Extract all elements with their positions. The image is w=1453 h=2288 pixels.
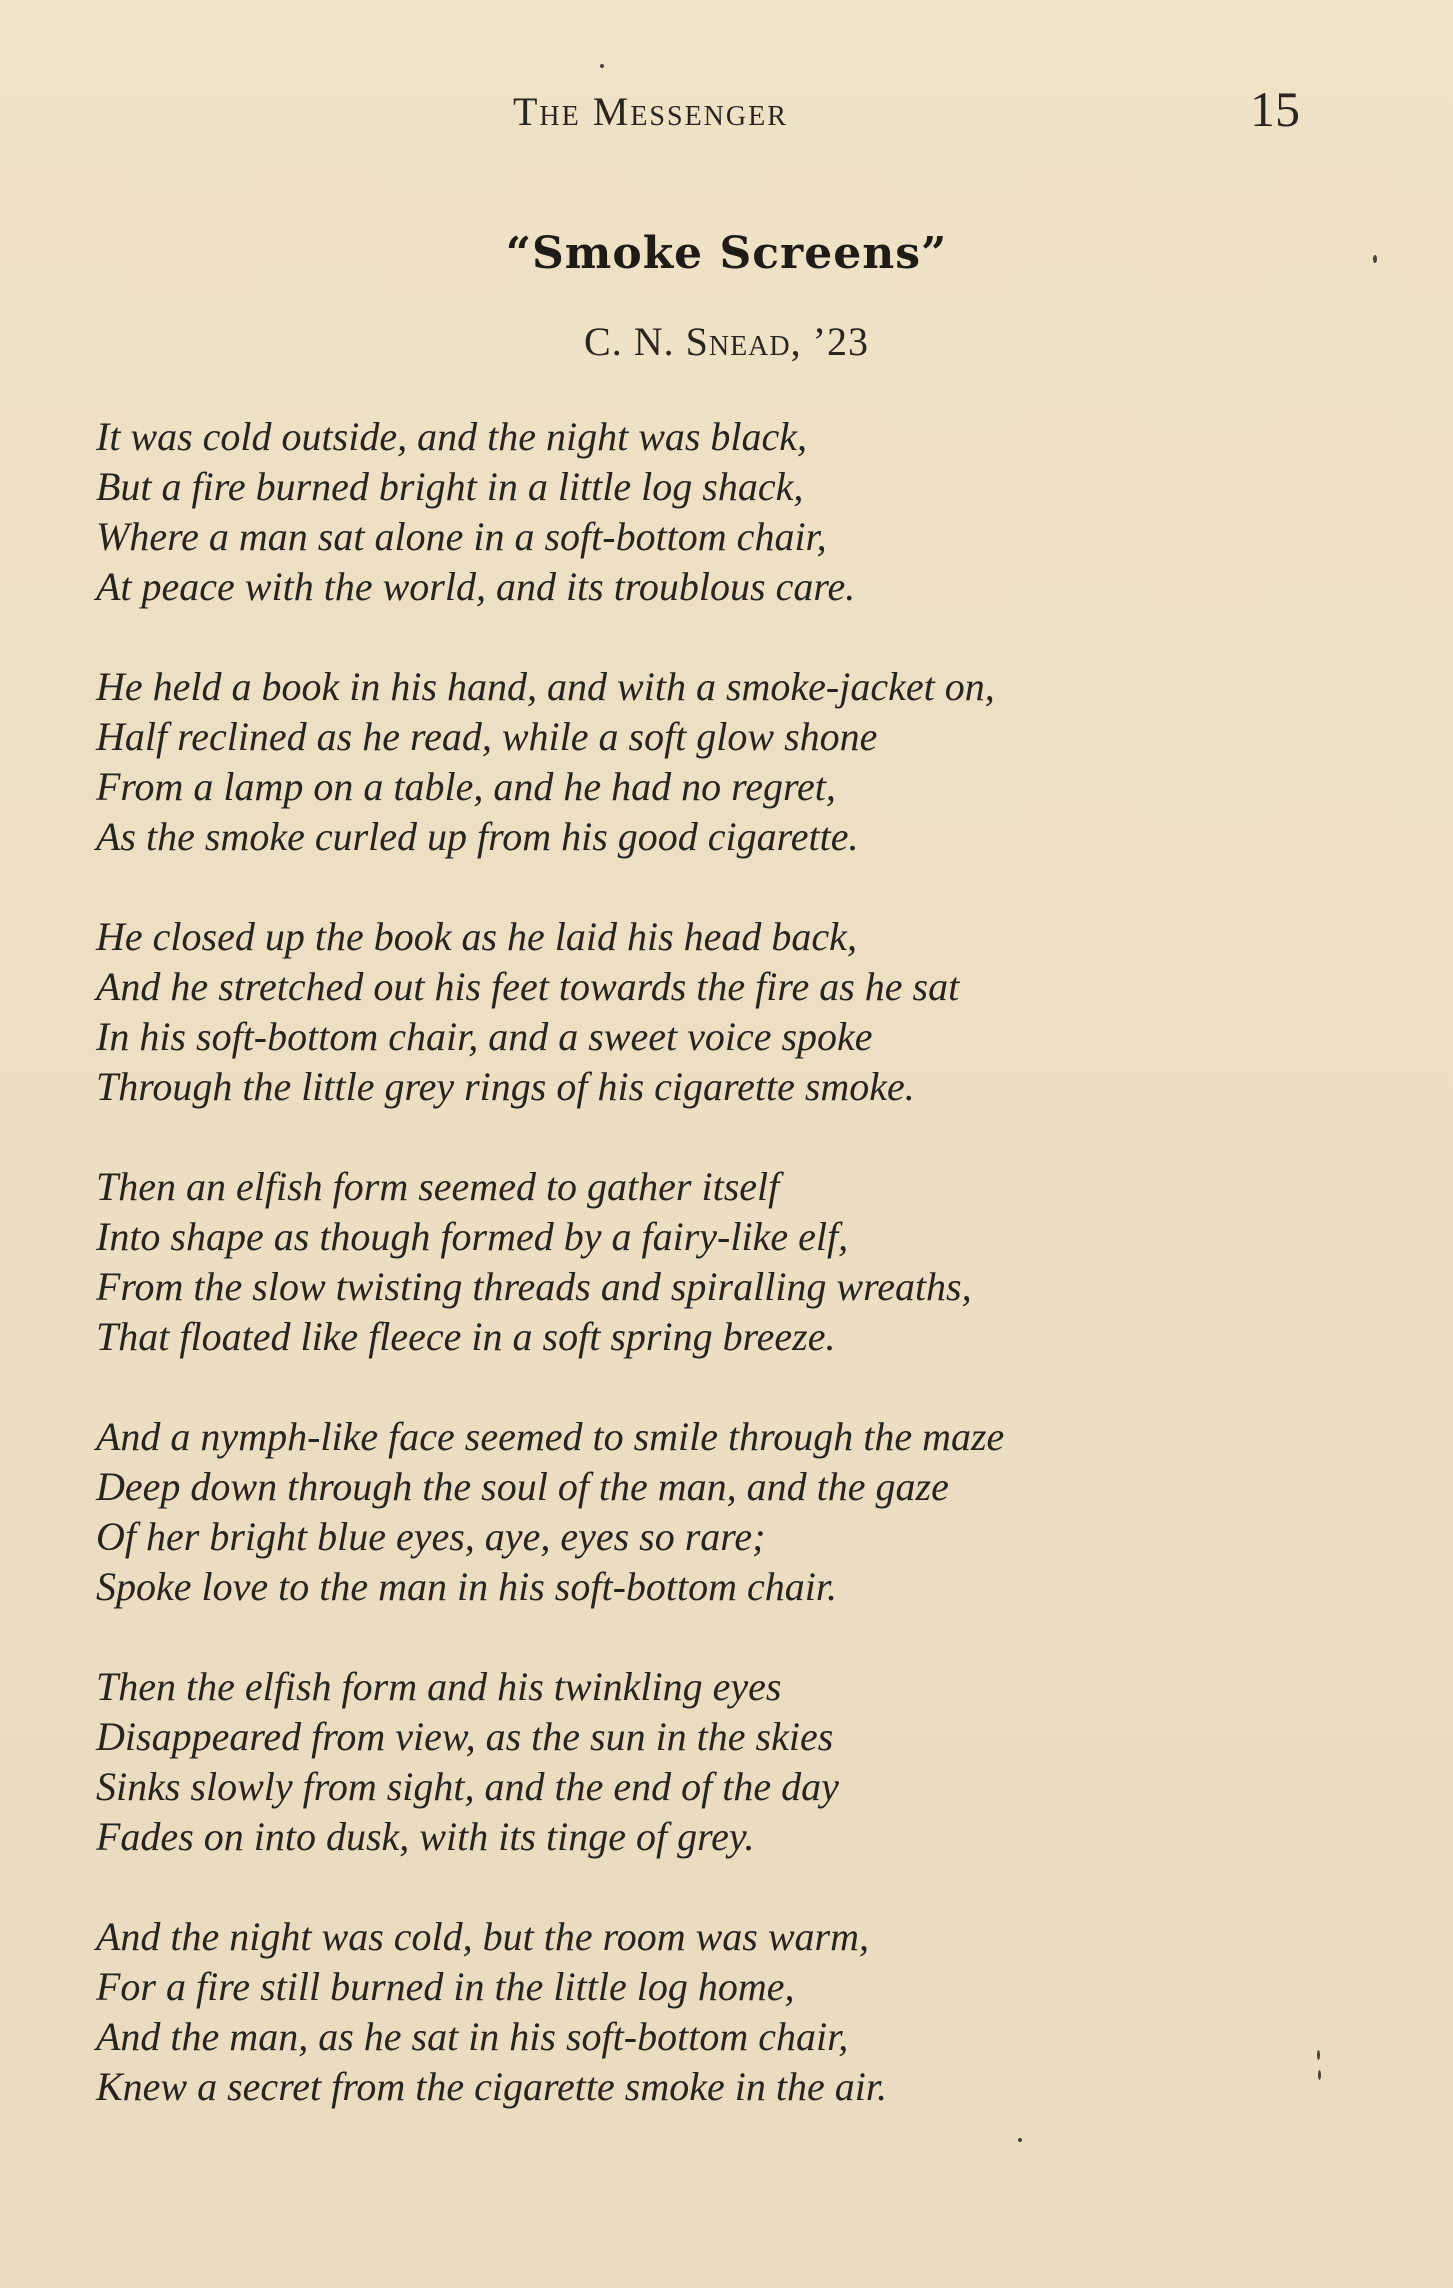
stanza bbox=[96, 1662, 1396, 1862]
poem-line: From a lamp on a table, and he had no regret, bbox=[96, 764, 836, 809]
stanza bbox=[96, 1162, 1396, 1362]
stanza bbox=[96, 1412, 1396, 1612]
poem-line: He closed up the book as he laid his head back, bbox=[96, 914, 857, 959]
poem-line: Sinks slowly from sight, and the end of the day bbox=[96, 1764, 839, 1809]
poem-line: It was cold outside, and the night was black, bbox=[96, 414, 808, 459]
stanza bbox=[96, 912, 1396, 1112]
paper-speck bbox=[600, 64, 604, 68]
poem-line: Disappeared from view, as the sun in the skies bbox=[96, 1714, 834, 1759]
paper-speck bbox=[1018, 2138, 1022, 2142]
poem-line: From the slow twisting threads and spiralling wreaths, bbox=[96, 1264, 972, 1309]
journal-name: The Messenger bbox=[513, 89, 788, 134]
page-number: 15 bbox=[1250, 81, 1300, 137]
poem-author: C. N. Snead, ’23 bbox=[584, 319, 869, 364]
poem-line: In his soft-bottom chair, and a sweet voice spoke bbox=[96, 1014, 873, 1059]
poem-line: Of her bright blue eyes, aye, eyes so rare; bbox=[96, 1514, 766, 1559]
poem-line: Then the elfish form and his twinkling eyes bbox=[96, 1664, 782, 1709]
paper-speck bbox=[1318, 2070, 1321, 2080]
paper-speck bbox=[1317, 2050, 1320, 2060]
stanza bbox=[96, 662, 1396, 862]
stanza bbox=[96, 412, 1396, 612]
poem-line: And the night was cold, but the room was warm, bbox=[96, 1914, 869, 1959]
poem-body bbox=[96, 412, 1396, 2162]
poem-line: He held a book in his hand, and with a smoke-jacket on, bbox=[96, 664, 995, 709]
poem-line: And a nymph-like face seemed to smile through the maze bbox=[96, 1414, 1005, 1459]
stanza bbox=[96, 1912, 1396, 2112]
poem-line: Fades on into dusk, with its tinge of grey. bbox=[96, 1814, 755, 1859]
poem-line: At peace with the world, and its troublous care. bbox=[96, 564, 856, 609]
poem-line: Where a man sat alone in a soft-bottom chair, bbox=[96, 514, 827, 559]
poem-line: As the smoke curled up from his good cigarette. bbox=[96, 814, 859, 859]
poem-line: And he stretched out his feet towards the fire as he sat bbox=[96, 964, 960, 1009]
poem-line: For a fire still burned in the little log home, bbox=[96, 1964, 795, 2009]
poem-line: Half reclined as he read, while a soft glow shone bbox=[96, 714, 878, 759]
poem-line: Into shape as though formed by a fairy-like elf, bbox=[96, 1214, 849, 1259]
poem-line: And the man, as he sat in his soft-bottom chair, bbox=[96, 2014, 849, 2059]
poem-title: “Smoke Screens” bbox=[505, 228, 948, 279]
poem-line: Through the little grey rings of his cigarette smoke. bbox=[96, 1064, 915, 1109]
poem-line: But a fire burned bright in a little log shack, bbox=[96, 464, 804, 509]
poem-line: Spoke love to the man in his soft-bottom chair. bbox=[96, 1564, 838, 1609]
poem-line: Then an elfish form seemed to gather itself bbox=[96, 1164, 780, 1209]
poem-line: Deep down through the soul of the man, and the gaze bbox=[96, 1464, 949, 1509]
poem-line: That floated like fleece in a soft spring breeze. bbox=[96, 1314, 836, 1359]
paper-speck bbox=[1373, 255, 1377, 263]
running-head bbox=[0, 80, 1453, 150]
poem-line: Knew a secret from the cigarette smoke in the air. bbox=[96, 2064, 887, 2109]
